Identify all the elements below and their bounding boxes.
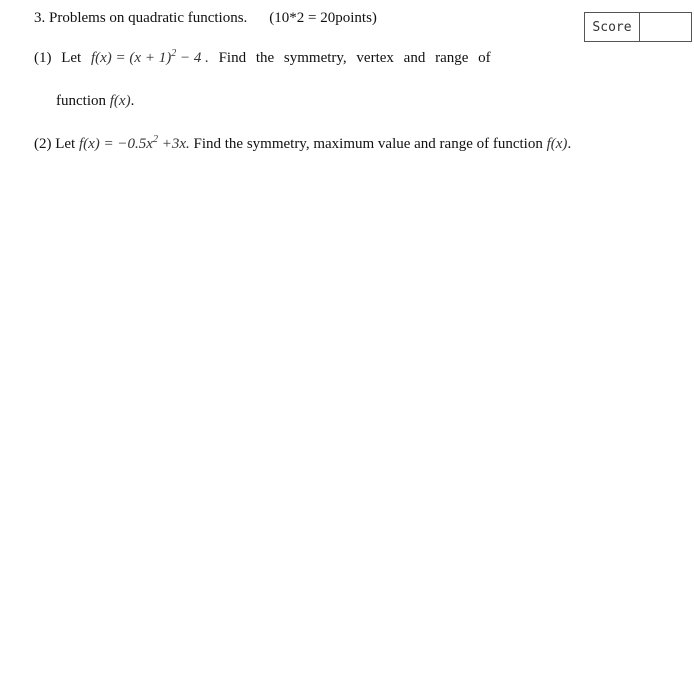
problem-1 bbox=[34, 50, 491, 67]
problem-2-end-formula: f(x) bbox=[546, 136, 568, 152]
section-title-text: 3. Problems on quadratic functions. bbox=[34, 10, 248, 26]
problem-2-exponent: 2 bbox=[152, 134, 158, 145]
problem-1-cont-text: function bbox=[56, 93, 106, 109]
section-points: (10*2 = 20points) bbox=[269, 10, 377, 26]
score-box bbox=[584, 12, 692, 42]
problem-1-formula: $f(x) = (x + 1)^2 - 4$ . bbox=[90, 48, 209, 66]
problem-1-cont-end: . bbox=[130, 93, 135, 109]
problem-1-prefix: (1) Let bbox=[34, 50, 82, 66]
section-title bbox=[34, 10, 377, 27]
problem-1-cont-formula: f(x) bbox=[109, 93, 131, 109]
problem-2 bbox=[34, 136, 571, 153]
problem-2-prefix: (2) Let bbox=[34, 136, 76, 152]
problem-1-continuation bbox=[56, 93, 134, 110]
problem-2-formula: $f(x) = -0.5x^2 +3x$. bbox=[78, 134, 190, 152]
problem-2-text: Find the symmetry, maximum value and range of function bbox=[193, 136, 543, 152]
problem-1-exponent: 2 bbox=[171, 48, 177, 59]
problem-1-text: Find the symmetry, vertex and range of bbox=[218, 50, 491, 66]
score-label: Score bbox=[585, 13, 640, 41]
score-value-field[interactable] bbox=[640, 13, 691, 41]
problem-2-end: . bbox=[567, 136, 572, 152]
